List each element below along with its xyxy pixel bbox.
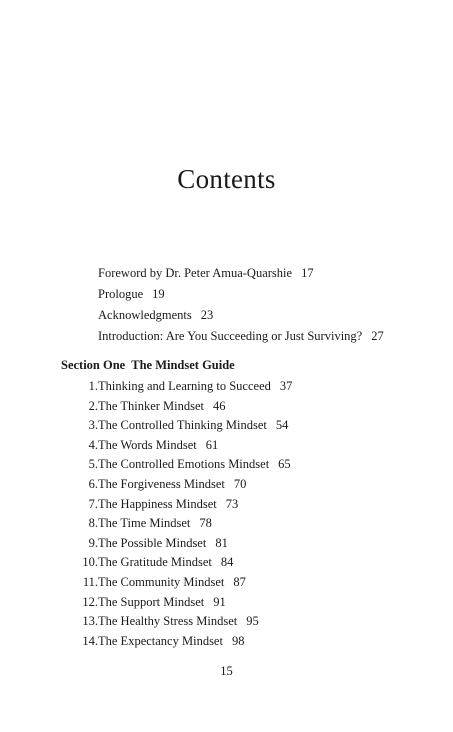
section-number: Section One	[61, 358, 126, 372]
chapter-page: 84	[220, 555, 234, 570]
chapter-page: 54	[275, 418, 289, 433]
chapter-entry	[60, 397, 292, 417]
chapter-entry	[60, 553, 292, 573]
chapter-label: The Community Mindset	[98, 574, 225, 589]
chapter-label: The Forgiveness Mindset	[98, 476, 225, 491]
chapter-page: 81	[215, 535, 228, 550]
chapter-page: 61	[205, 437, 219, 452]
chapter-number: 7.	[88, 496, 98, 511]
chapter-label: The Controlled Emotions Mindset	[98, 457, 270, 472]
page-title: Contents	[177, 164, 276, 194]
chapter-number: 11.	[82, 574, 98, 589]
chapter-page: 87	[233, 574, 246, 589]
toc-entry-label: Acknowledgments	[98, 308, 192, 322]
toc-entry	[98, 263, 384, 284]
chapter-label: The Possible Mindset	[98, 535, 207, 550]
chapter-label: The Expectancy Mindset	[98, 633, 223, 648]
toc-entry	[98, 326, 384, 347]
chapter-page: 91	[213, 594, 226, 609]
chapter-page: 98	[231, 633, 245, 648]
toc-entry-label: Prologue	[98, 287, 144, 301]
section-heading	[61, 355, 235, 375]
chapter-number: 2.	[88, 398, 98, 413]
chapter-number: 3.	[88, 418, 98, 433]
chapter-entry	[60, 475, 292, 495]
chapter-entry	[60, 377, 292, 397]
front-matter-list	[98, 263, 384, 347]
chapter-entry	[60, 416, 292, 436]
chapter-entry	[60, 436, 292, 456]
toc-entry-page: 19	[152, 287, 165, 301]
chapter-number: 4.	[88, 437, 98, 452]
chapter-number: 8.	[88, 516, 98, 531]
chapter-label: The Thinker Mindset	[98, 398, 204, 413]
chapter-entry	[60, 534, 292, 554]
section-name: The Mindset Guide	[131, 358, 235, 372]
chapter-label: Thinking and Learning to Succeed	[98, 379, 271, 393]
chapter-number: 13.	[82, 614, 98, 629]
chapter-page: 46	[213, 398, 226, 413]
chapter-number: 14.	[82, 633, 98, 648]
chapter-number: 1.	[88, 379, 98, 393]
toc-entry-label: Introduction: Are You Succeeding or Just Surviving?	[98, 329, 363, 343]
chapter-page: 70	[233, 476, 247, 491]
toc-entry-page: 27	[371, 329, 384, 343]
chapter-entry	[60, 514, 292, 534]
toc-entry	[98, 284, 384, 305]
toc-entry-page: 23	[200, 308, 214, 322]
chapter-label: The Words Mindset	[98, 437, 197, 452]
chapter-label: The Gratitude Mindset	[98, 555, 212, 570]
chapter-entry	[60, 573, 292, 593]
chapter-number: 5.	[88, 457, 98, 472]
chapter-list	[60, 377, 292, 651]
chapter-number: 6.	[88, 476, 98, 491]
toc-entry-label: Foreword by Dr. Peter Amua-Quarshie	[98, 266, 293, 280]
toc-entry-page: 17	[301, 266, 314, 280]
chapter-label: The Time Mindset	[98, 516, 191, 531]
chapter-label: The Controlled Thinking Mindset	[98, 418, 267, 433]
chapter-entry	[60, 495, 292, 515]
toc-entry	[98, 305, 384, 326]
chapter-number: 10.	[82, 555, 98, 570]
chapter-entry	[60, 593, 292, 613]
chapter-page: 78	[199, 516, 212, 531]
chapter-page: 73	[225, 496, 239, 511]
page-number: 15	[220, 664, 233, 678]
chapter-label: The Happiness Mindset	[98, 496, 217, 511]
chapter-page: 37	[279, 379, 293, 393]
chapter-entry	[60, 455, 292, 475]
chapter-number: 12.	[82, 594, 98, 609]
chapter-entry	[60, 632, 292, 652]
chapter-label: The Healthy Stress Mindset	[98, 614, 238, 629]
chapter-page: 95	[246, 614, 259, 629]
chapter-entry	[60, 612, 292, 632]
chapter-page: 65	[278, 457, 291, 472]
chapter-number: 9.	[88, 535, 98, 550]
chapter-label: The Support Mindset	[98, 594, 205, 609]
